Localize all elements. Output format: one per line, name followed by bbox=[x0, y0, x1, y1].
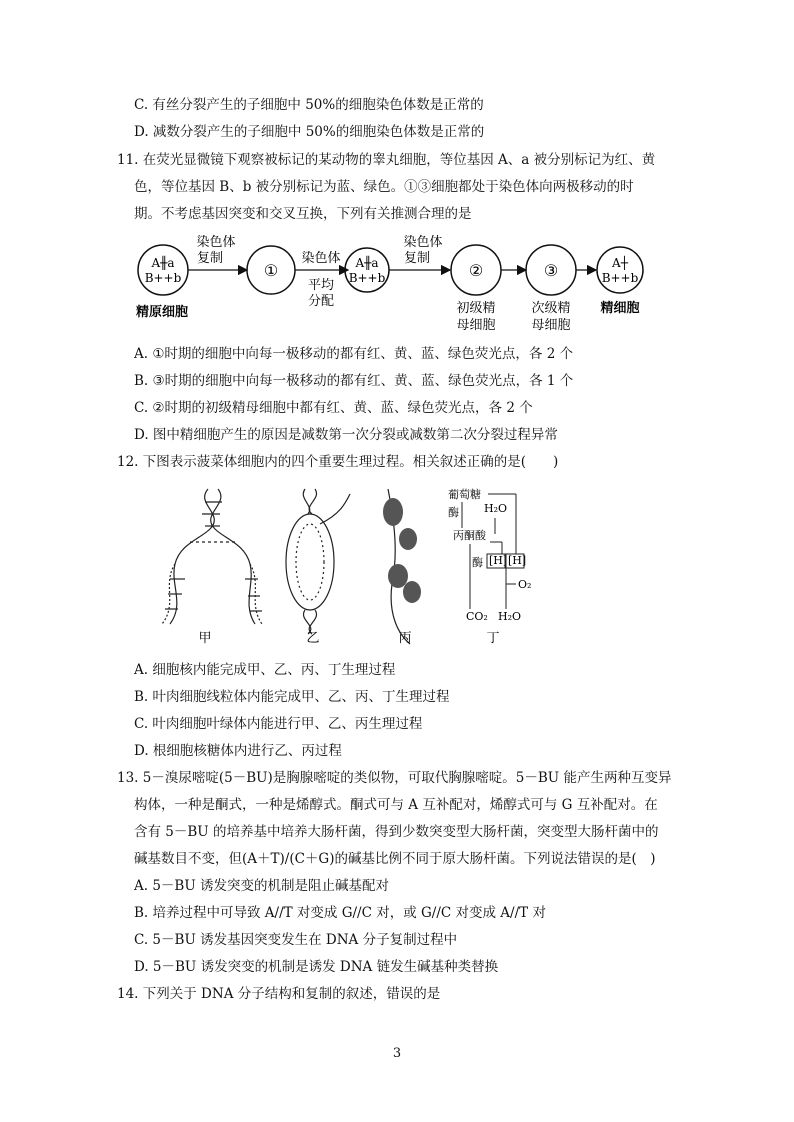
pyruvate-label: 丙酮酸 bbox=[453, 529, 486, 542]
meiosis-diagram bbox=[130, 232, 650, 342]
sperm-cell bbox=[597, 247, 643, 293]
q12-option-b: B. 叶肉细胞线粒体内能完成甲、乙、丙、丁生理过程 bbox=[134, 689, 450, 705]
dna-replication-figure bbox=[162, 489, 262, 624]
question-11-line-3: 期。不考虑基因突变和交叉互换，下列有关推测合理的是 bbox=[134, 206, 472, 222]
fig-label-jia: 甲 bbox=[198, 631, 212, 646]
cell-genes-bottom: B++b bbox=[144, 271, 182, 285]
q11-option-d: D. 图中精细胞产生的原因是减数第一次分裂或减数第二次分裂过程异常 bbox=[134, 427, 558, 443]
question-11-line-1: 11. 在荧光显微镜下观察被标记的某动物的睾丸细胞，等位基因 A、a 被分别标记为红、黄 bbox=[117, 152, 656, 168]
q13-option-b: B. 培养过程中可导致 A//T 对变成 G//C 对，或 G//C 对变成 A//T 对 bbox=[134, 905, 546, 921]
label-primary-spermatocyte-1: 初级精 bbox=[456, 301, 496, 316]
h2o-out-label: H₂O bbox=[498, 610, 522, 623]
label-secondary-spermatocyte-1: 次级精 bbox=[531, 301, 571, 316]
q12-option-d: D. 根细胞核糖体内进行乙、丙过程 bbox=[134, 743, 342, 759]
question-13-line-2: 构体，一种是酮式，一种是烯醇式。酮式可与 A 互补配对，烯醇式可与 G 互补配对。在 bbox=[134, 797, 658, 813]
h-2-label: [H] bbox=[508, 554, 527, 567]
arrow-1-label-2: 复制 bbox=[196, 251, 224, 266]
respiration-figure bbox=[448, 487, 531, 623]
arrow-2-label-3: 分配 bbox=[307, 294, 335, 309]
daughter-genes-bottom: B++b bbox=[348, 271, 386, 285]
sperm-genes-top: A┼ bbox=[612, 256, 628, 270]
sperm-genes-bottom: B++b bbox=[601, 271, 639, 285]
fig-label-bing: 丙 bbox=[398, 631, 412, 646]
q11-option-c: C. ②时期的初级精母细胞中都有红、黄、蓝、绿色荧光点，各 2 个 bbox=[134, 400, 533, 416]
q11-option-a: A. ①时期的细胞中向每一极移动的都有红、黄、蓝、绿色荧光点，各 2 个 bbox=[134, 346, 574, 362]
question-11-line-2: 色，等位基因 B、b 被分别标记为蓝、绿色。①③细胞都处于染色体向两极移动的时 bbox=[134, 179, 634, 195]
page-number: 3 bbox=[392, 1046, 402, 1061]
arrow-1-label-1: 染色体 bbox=[196, 235, 236, 250]
arrow-2-label-2: 平均 bbox=[307, 278, 335, 293]
cell-2-label: ② bbox=[468, 261, 484, 280]
q12-option-a: A. 细胞核内能完成甲、乙、丙、丁生理过程 bbox=[134, 662, 396, 678]
glucose-label: 葡萄糖 bbox=[448, 488, 481, 501]
spermatogonium-cell bbox=[138, 245, 188, 295]
co2-label: CO₂ bbox=[466, 610, 488, 623]
translation-figure bbox=[383, 489, 421, 644]
option-d-previous: D. 减数分裂产生的子细胞中 50%的细胞染色体数是正常的 bbox=[134, 124, 485, 140]
arrow-3-label-1: 染色体 bbox=[403, 235, 443, 250]
label-secondary-spermatocyte-2: 母细胞 bbox=[531, 318, 571, 333]
transcription-figure bbox=[286, 489, 350, 634]
arrow-3-label-2: 复制 bbox=[403, 251, 431, 266]
cell-3-label: ③ bbox=[543, 261, 559, 280]
q13-option-d: D. 5－BU 诱发突变的机制是诱发 DNA 链发生碱基种类替换 bbox=[134, 959, 499, 975]
question-12-stem: 12. 下图表示菠菜体细胞内的四个重要生理过程。相关叙述正确的是( ) bbox=[117, 454, 559, 470]
option-c-previous: C. 有丝分裂产生的子细胞中 50%的细胞染色体数是正常的 bbox=[134, 97, 484, 113]
q13-option-a: A. 5－BU 诱发突变的机制是阻止碱基配对 bbox=[134, 878, 390, 894]
enzyme-1-label: 酶 bbox=[448, 506, 459, 519]
label-primary-spermatocyte-2: 母细胞 bbox=[456, 318, 496, 333]
question-13-line-4: 碱基数目不变，但(A＋T)/(C＋G)的碱基比例不同于原大肠杆菌。下列说法错误的是( ) bbox=[134, 851, 656, 867]
q12-option-c: C. 叶肉细胞叶绿体内能进行甲、乙、丙生理过程 bbox=[134, 716, 423, 732]
physiology-figure bbox=[150, 484, 570, 649]
cell-1-label: ① bbox=[263, 261, 279, 280]
daughter-cell bbox=[345, 248, 389, 292]
label-sperm: 精细胞 bbox=[600, 301, 640, 316]
question-13-line-3: 含有 5－BU 的培养基中培养大肠杆菌，得到少数突变型大肠杆菌，突变型大肠杆菌中的 bbox=[134, 824, 659, 840]
o2-label: O₂ bbox=[518, 578, 532, 591]
question-13-line-1: 13. 5－溴尿嘧啶(5－BU)是胸腺嘧啶的类似物，可取代胸腺嘧啶。5－BU 能产生两种互变异 bbox=[117, 770, 672, 786]
enzyme-2-label: 酶 bbox=[472, 556, 483, 569]
fig-label-yi: 乙 bbox=[306, 631, 320, 646]
question-14-stem: 14. 下列关于 DNA 分子结构和复制的叙述，错误的是 bbox=[117, 986, 441, 1002]
q11-option-b: B. ③时期的细胞中向每一极移动的都有红、黄、蓝、绿色荧光点，各 1 个 bbox=[134, 373, 574, 389]
fig-label-ding: 丁 bbox=[486, 631, 500, 646]
label-spermatogonium: 精原细胞 bbox=[135, 305, 189, 320]
h2o-in-label: H₂O bbox=[484, 502, 508, 515]
cell-genes-top: A╫a bbox=[151, 256, 175, 270]
q13-option-c: C. 5－BU 诱发基因突变发生在 DNA 分子复制过程中 bbox=[134, 932, 458, 948]
daughter-genes-top: A╫a bbox=[355, 256, 379, 270]
arrow-2-label-1: 染色体 bbox=[301, 251, 341, 266]
h-1-label: [H] bbox=[489, 554, 508, 567]
